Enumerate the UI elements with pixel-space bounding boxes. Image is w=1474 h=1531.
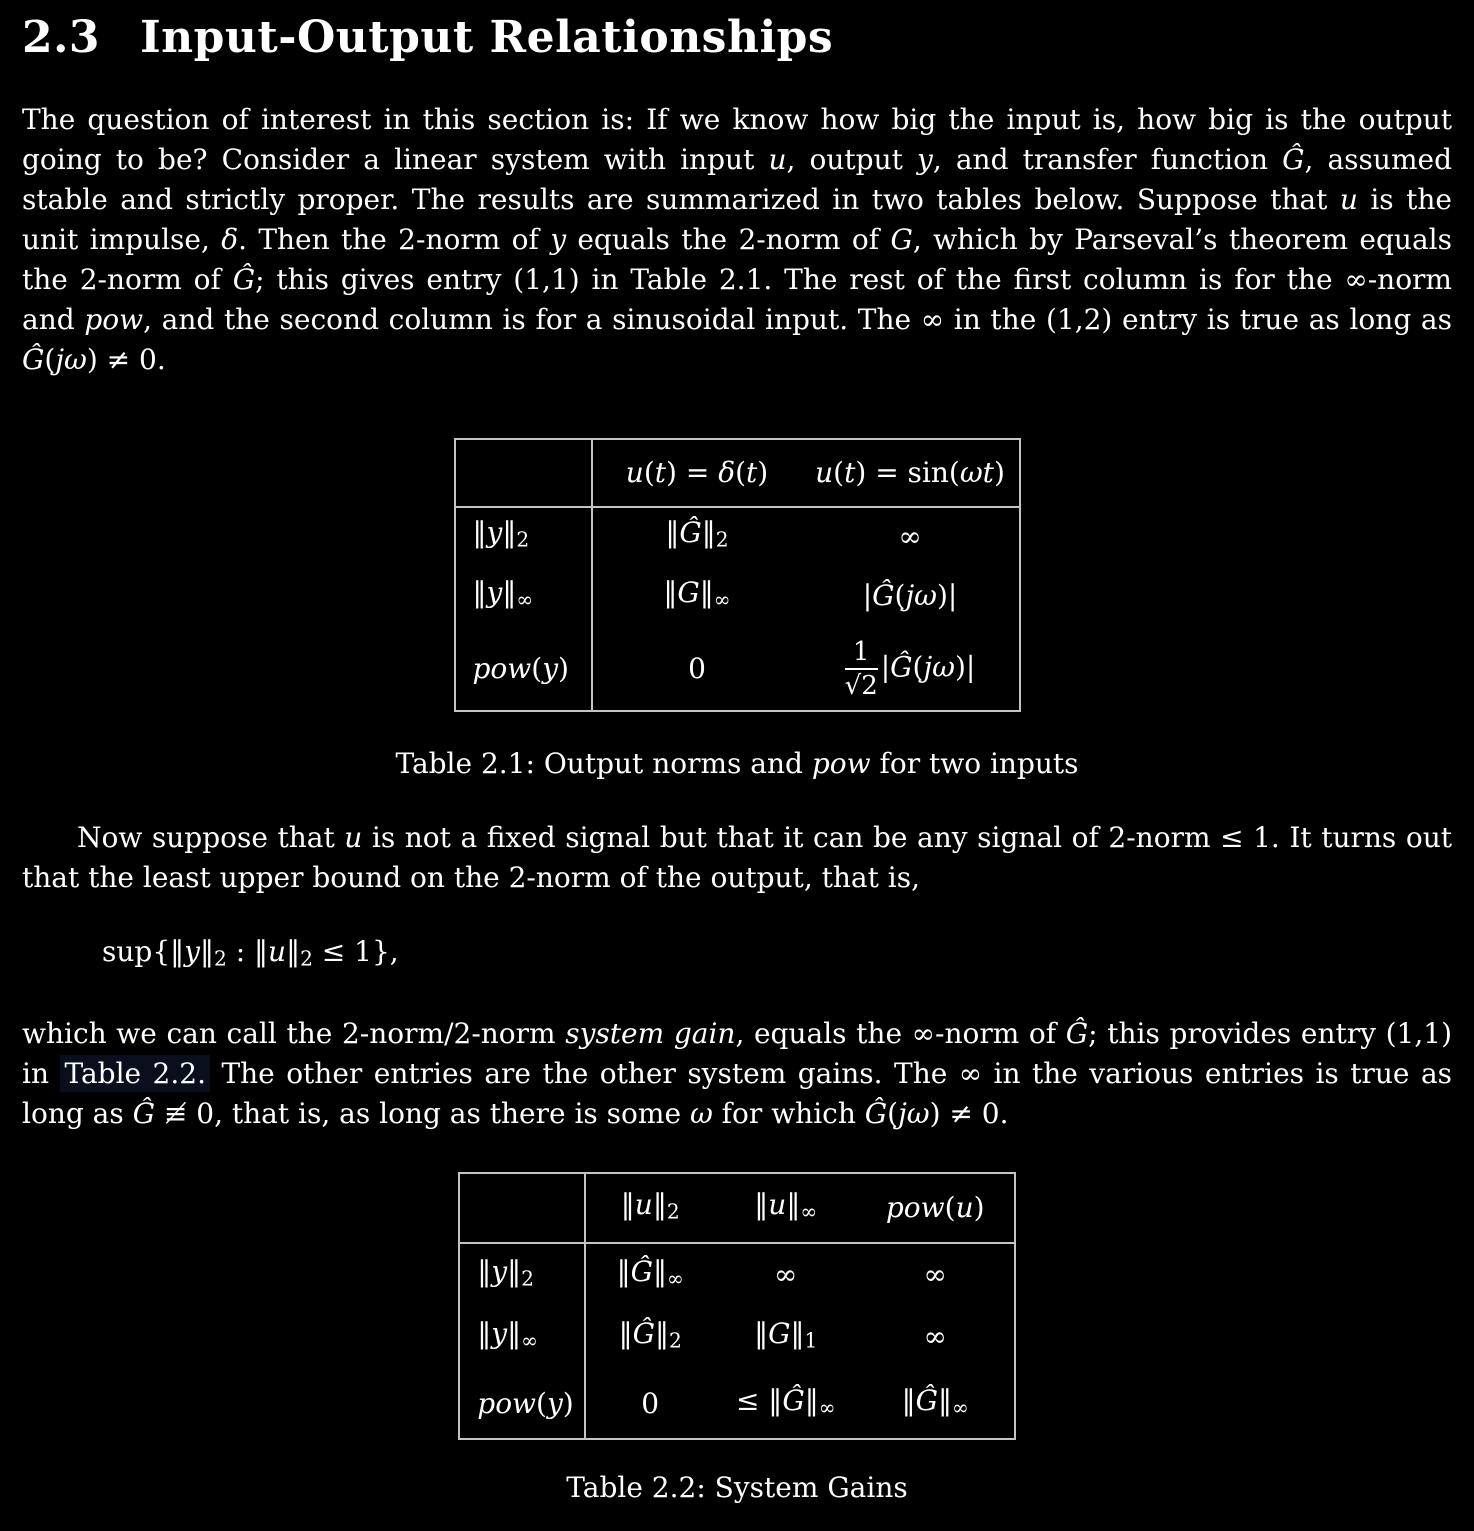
text-segment: ( [894, 579, 906, 612]
table-row [459, 1369, 1014, 1439]
text-segment: y [542, 651, 559, 685]
fraction [845, 637, 878, 701]
text-segment: Ĝ [632, 1317, 655, 1351]
text-segment: ‖ [620, 1188, 635, 1222]
text-segment: ) = [666, 456, 719, 489]
text-segment: ∞ [923, 1320, 947, 1354]
text-segment: ‖ [653, 1254, 667, 1288]
text-segment: Ĝ [132, 1097, 156, 1131]
text-segment: Ĝ [1065, 1017, 1089, 1051]
text-segment: ‖ [618, 1317, 633, 1351]
text-segment: ‖ [652, 1188, 667, 1222]
table-cell [585, 1369, 715, 1439]
table-2-1-row-label-y2 [455, 507, 592, 565]
table-2-2 [458, 1172, 1015, 1440]
text-segment: )| [936, 579, 958, 612]
table-cell [592, 627, 802, 711]
text-segment: ‖ [699, 575, 714, 609]
text-segment: ωt [959, 456, 994, 489]
text-segment: Ĝ [864, 1097, 888, 1131]
fraction-denominator: √2 [844, 670, 878, 701]
table-2-1-container [22, 438, 1452, 712]
text-segment: 2 [668, 1328, 682, 1353]
text-segment: pow [885, 1191, 945, 1225]
text-segment: ‖ [254, 935, 269, 968]
text-segment: pow [811, 747, 871, 780]
fraction-trailing-term [881, 650, 976, 683]
table-2-2-header-powu [857, 1173, 1015, 1243]
paragraph-3 [22, 1014, 1452, 1134]
text-segment: ; this provides entry (1,1) in [22, 1017, 1453, 1091]
text-segment: which we can call the 2-norm/2-norm [22, 1017, 566, 1051]
table-2-2-row-label-yinf [459, 1305, 584, 1369]
text-segment: ( [531, 651, 543, 685]
sup-norm-equation [22, 932, 1452, 978]
text-segment: ) [558, 651, 569, 685]
text-segment: y [917, 143, 933, 176]
table-row [459, 1305, 1014, 1369]
text-segment: Ĝ [872, 579, 895, 612]
text-segment: t [654, 456, 667, 489]
text-segment: ‖ [472, 516, 487, 550]
text-segment: ‖ [472, 575, 487, 609]
text-segment: is the unit impulse, [22, 183, 1452, 256]
text-segment: ) ≠ 0. [929, 1097, 1009, 1131]
text-segment: 0 [641, 1386, 660, 1420]
text-segment: y [486, 516, 503, 550]
table-row [455, 627, 1020, 711]
text-segment: Ĝ [630, 1254, 653, 1288]
text-segment: , output [786, 143, 917, 176]
text-segment: ‖ [502, 516, 517, 550]
text-segment: ) = sin( [855, 456, 960, 489]
text-segment: ( [833, 456, 845, 489]
text-segment: Ĝ [915, 1383, 938, 1417]
text-segment: ∞ [774, 1257, 798, 1291]
text-segment: 2 [300, 946, 313, 971]
text-segment: The question of interest in this section is: If we know how big the input is, how big is the output going to be? Consider a linear system with input [22, 103, 1452, 176]
text-segment: ‖ [507, 1254, 522, 1288]
text-segment: 1 [804, 1328, 818, 1353]
text-segment: , and transfer function [932, 143, 1283, 176]
text-segment: ) [757, 456, 769, 489]
text-segment: sup{ [102, 935, 171, 968]
table-2-2-container [22, 1172, 1452, 1440]
table-2-1-row-label-pow [455, 627, 592, 711]
text-segment: y [184, 935, 200, 968]
text-segment: | [880, 650, 891, 683]
table-2-1 [454, 438, 1021, 712]
text-segment: The other entries are the other system gains. The ∞ in the various entries is true as long as [22, 1057, 1453, 1131]
text-segment: , which by Parseval’s theorem equals the 2-norm of [22, 223, 1452, 296]
text-segment: Ĝ [890, 650, 913, 683]
text-segment: ( [735, 456, 747, 489]
table-2-1-header-sine [802, 439, 1020, 507]
text-segment: y [486, 575, 503, 609]
text-segment: y [546, 1386, 563, 1420]
text-segment: ‖ [663, 575, 678, 609]
table-2-2-row-label-pow [459, 1369, 584, 1439]
text-segment: ‖ [665, 516, 680, 550]
text-segment: ‖ [286, 935, 301, 968]
text-segment: is not a fixed signal but that it can be any signal of 2-norm ≤ 1. It turns out that the least upper bound on the 2-norm of the output, that is, [22, 821, 1452, 894]
text-segment: for which [712, 1097, 865, 1131]
text-segment: . Then the 2-norm of [238, 223, 551, 256]
table-cell [715, 1305, 857, 1369]
text-segment: u [955, 1191, 974, 1225]
paragraph-2 [22, 818, 1452, 898]
text-segment: ω [689, 1097, 713, 1131]
fraction-numerator: 1 [845, 637, 878, 670]
text-segment: y [491, 1254, 508, 1288]
text-segment: ∞ [516, 587, 534, 612]
text-segment: ) [993, 456, 1005, 489]
text-segment: jω [55, 343, 87, 376]
text-segment: ‖ [199, 935, 214, 968]
text-segment: u [1339, 183, 1358, 216]
text-segment: equals the 2-norm of [566, 223, 891, 256]
table-2-1-header-row [455, 439, 1020, 507]
table-2-1-caption [22, 744, 1452, 784]
text-segment: ‖ [170, 935, 185, 968]
text-segment: δ [718, 456, 736, 489]
text-segment: ‖ [754, 1188, 769, 1222]
text-segment: ‖ [786, 1188, 801, 1222]
text-segment: u [625, 456, 644, 489]
text-segment: ( [536, 1386, 547, 1420]
table-2-2-link[interactable]: Table 2.2. [60, 1055, 210, 1092]
text-segment: , equals the ∞-norm of [735, 1017, 1066, 1051]
table-2-1-header-impulse [592, 439, 802, 507]
text-segment: 0 [688, 651, 706, 685]
table-cell [857, 1243, 1015, 1305]
text-segment: u [344, 821, 363, 854]
text-segment: ≢ 0, that is, as long as there is some [155, 1097, 690, 1131]
text-segment: pow [472, 651, 532, 685]
page [0, 12, 1474, 1508]
text-segment: ; this gives entry (1,1) in Table 2.1. The rest of the first column is for the ∞-norm and [22, 263, 1452, 336]
table-cell [585, 1243, 715, 1305]
text-segment: jω [905, 579, 937, 612]
text-segment: 2 [213, 946, 227, 971]
table-2-1-corner-cell [455, 439, 592, 507]
text-segment: Ĝ [22, 343, 45, 376]
table-cell [592, 565, 802, 627]
text-segment: , and the second column is for a sinusoidal input. The ∞ in the (1,2) entry is true as long as [143, 303, 1452, 336]
text-segment: G [890, 223, 913, 256]
table-2-2-corner-cell [459, 1173, 584, 1243]
text-segment: ∞ [923, 1257, 947, 1291]
table-row [455, 507, 1020, 565]
table-cell-fraction [802, 627, 1020, 711]
text-segment: Ĝ [232, 263, 256, 296]
text-segment: t [746, 456, 758, 489]
text-segment: ∞ [800, 1199, 818, 1224]
text-segment: )| [955, 650, 976, 683]
text-segment: ∞ [667, 1266, 684, 1291]
text-segment: Table 2.1: Output norms and [395, 747, 812, 780]
paragraph-intro [22, 100, 1452, 380]
table-2-2-header-row [459, 1173, 1014, 1243]
text-segment: ‖ [477, 1317, 492, 1351]
text-segment: pow [477, 1386, 537, 1420]
text-segment: pow [84, 303, 144, 336]
table-cell [857, 1305, 1015, 1369]
text-segment: ∞ [898, 519, 922, 553]
table-cell [802, 507, 1020, 565]
table-cell [802, 565, 1020, 627]
text-segment: ∞ [713, 587, 731, 612]
text-segment: ‖ [507, 1317, 522, 1351]
text-segment: ‖ [477, 1254, 492, 1288]
table-cell [592, 507, 802, 565]
text-segment: ∞ [952, 1395, 969, 1420]
text-segment: ( [912, 650, 924, 683]
section-heading [22, 12, 1452, 64]
text-segment: ≤ 1}, [312, 935, 399, 968]
text-segment: u [634, 1188, 653, 1222]
table-cell [715, 1369, 857, 1439]
text-segment: y [550, 223, 567, 256]
text-segment: ‖ [616, 1254, 631, 1288]
text-segment: ( [44, 343, 56, 376]
text-segment: ‖ [804, 1383, 819, 1417]
text-segment: : [226, 935, 255, 968]
text-segment: ‖ [701, 516, 716, 550]
text-segment: G [768, 1317, 791, 1351]
table-2-2-row-label-y2 [459, 1243, 584, 1305]
text-segment: ) [562, 1386, 574, 1420]
table-cell [585, 1305, 715, 1369]
text-segment: jω [923, 650, 955, 683]
text-segment: | [862, 579, 873, 612]
text-segment: ∞ [818, 1395, 836, 1420]
text-segment: y [491, 1317, 508, 1351]
text-segment: system gain [565, 1017, 736, 1051]
text-segment: u [768, 1188, 787, 1222]
text-segment: 2 [666, 1199, 680, 1224]
text-segment: t [844, 456, 856, 489]
text-segment: ( [944, 1191, 956, 1225]
text-segment: ‖ [790, 1317, 805, 1351]
text-segment: ( [887, 1097, 899, 1131]
text-segment: Ĝ [1282, 143, 1305, 176]
text-segment: Ĝ [782, 1383, 805, 1417]
text-segment: 2 [715, 527, 729, 552]
table-2-1-row-label-yinf [455, 565, 592, 627]
table-2-2-caption: Table 2.2: System Gains [566, 1471, 908, 1505]
table-2-2-header-u2 [585, 1173, 715, 1243]
text-segment: ) ≠ 0. [86, 343, 166, 376]
text-segment: δ [221, 223, 239, 256]
text-segment: u [815, 456, 834, 489]
text-segment: , assumed stable and strictly proper. The results are summarized in two tables below. Suppose that [22, 143, 1452, 216]
text-segment: ‖ [901, 1383, 916, 1417]
text-segment: for two inputs [870, 747, 1079, 780]
text-segment: 2 [516, 527, 530, 552]
text-segment: ∞ [521, 1328, 538, 1353]
section-number: 2.3 [22, 12, 101, 63]
table-row [459, 1243, 1014, 1305]
text-segment: ‖ [754, 1317, 769, 1351]
text-segment: u [268, 935, 287, 968]
text-segment: ‖ [654, 1317, 669, 1351]
table-cell [715, 1243, 857, 1305]
table-2-2-header-uinf [715, 1173, 857, 1243]
text-segment: ‖ [502, 575, 517, 609]
text-segment: Ĝ [679, 516, 702, 550]
table-cell [857, 1369, 1015, 1439]
table-row [455, 565, 1020, 627]
text-segment: Now suppose that [77, 821, 345, 854]
text-segment: jω [898, 1097, 930, 1131]
text-segment: ) [973, 1191, 985, 1225]
text-segment: 2 [521, 1266, 534, 1291]
section-title: Input-Output Relationships [140, 12, 834, 63]
text-segment: ‖ [938, 1383, 952, 1417]
text-segment: ≤ ‖ [735, 1383, 783, 1417]
text-segment: G [677, 575, 700, 609]
text-segment: ( [643, 456, 655, 489]
text-segment: u [768, 143, 787, 176]
